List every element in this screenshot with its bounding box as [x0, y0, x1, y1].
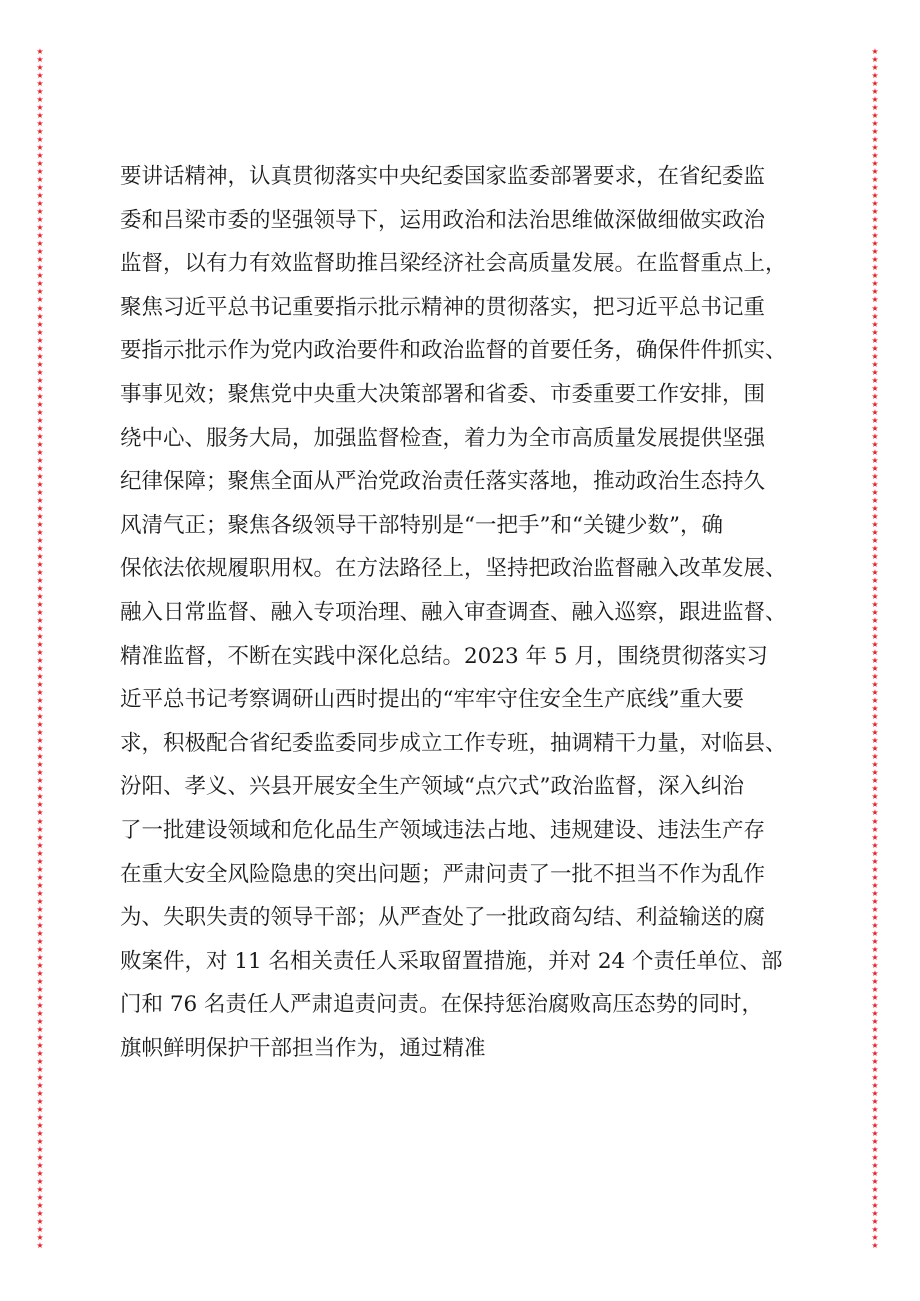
text-line: 门和 76 名责任人严肃追责问责。在保持惩治腐败高压态势的同时， — [120, 992, 764, 1018]
text-line: 融入日常监督、融入专项治理、融入审查调查、融入巡察，跟进监督、 — [120, 599, 787, 625]
text-line: 要指示批示作为党内政治要件和政治监督的首要任务，确保件件抓实、 — [120, 338, 787, 364]
left-star-border: ★ ★ ★ ★ ★ ★ ★ ★ ★ ★ ★ ★ ★ ★ ★ ★ ★ ★ ★ ★ ★ ★ ★ ★ ★ ★ ★ ★ ★ ★ ★ ★ ★ ★ ★ ★ ★ ★ ★ ★ ★ ★ ★ ★ ★ ★ ★ ★ ★ ★ ★ ★ ★ ★ ★ ★ ★ ★ ★ ★ ★ ★ ★ ★ ★ ★ ★ ★ ★ ★ ★ ★ ★ ★ ★ ★ ★ ★ ★ ★ ★ ★ ★ ★ ★ ★ ★ ★ ★ ★ ★ ★ ★ ★ ★ ★ ★ ★ ★ ★ ★ ★ ★ ★ ★ ★ ★ ★ ★ ★ ★ ★ ★ ★ ★ ★ ★ ★ ★ ★ ★ ★ ★ ★ ★ ★ ★ ★ ★ ★ ★ ★ ★ ★ ★ ★ ★ ★ ★ ★ ★ ★ ★ ★ ★ ★ ★ ★ ★ ★ — [36, 48, 44, 1251]
text-line: 近平总书记考察调研山西时提出的“牢牢守住安全生产底线”重大要 — [120, 687, 744, 713]
text-line: 监督，以有力有效监督助推吕梁经济社会高质量发展。在监督重点上， — [120, 251, 787, 277]
text-line: 败案件，对 11 名相关责任人采取留置措施，并对 24 个责任单位、部 — [120, 948, 783, 974]
text-line: 聚焦习近平总书记重要指示批示精神的贯彻落实，把习近平总书记重 — [120, 294, 766, 320]
text-line: 在重大安全风险隐患的突出问题；严肃问责了一批不担当不作为乱作 — [120, 861, 766, 887]
text-line: 为、失职失责的领导干部；从严查处了一批政商勾结、利益输送的腐 — [120, 905, 766, 931]
text-line: 保依法依规履职用权。在方法路径上，坚持把政治监督融入改革发展、 — [120, 556, 787, 582]
document-body — [120, 155, 832, 1061]
text-line: 精准监督，不断在实践中深化总结。2023 年 5 月，围绕贯彻落实习 — [120, 643, 768, 669]
text-line: 绕中心、服务大局，加强监督检查，着力为全市高质量发展提供坚强 — [120, 425, 766, 451]
text-line: 纪律保障；聚焦全面从严治党政治责任落实落地，推动政治生态持久 — [120, 469, 766, 495]
text-line: 委和吕梁市委的坚强领导下，运用政治和法治思维做深做细做实政治 — [120, 207, 766, 233]
right-star-border: ★ ★ ★ ★ ★ ★ ★ ★ ★ ★ ★ ★ ★ ★ ★ ★ ★ ★ ★ ★ ★ ★ ★ ★ ★ ★ ★ ★ ★ ★ ★ ★ ★ ★ ★ ★ ★ ★ ★ ★ ★ ★ ★ ★ ★ ★ ★ ★ ★ ★ ★ ★ ★ ★ ★ ★ ★ ★ ★ ★ ★ ★ ★ ★ ★ ★ ★ ★ ★ ★ ★ ★ ★ ★ ★ ★ ★ ★ ★ ★ ★ ★ ★ ★ ★ ★ ★ ★ ★ ★ ★ ★ ★ ★ ★ ★ ★ ★ ★ ★ ★ ★ ★ ★ ★ ★ ★ ★ ★ ★ ★ ★ ★ ★ ★ ★ ★ ★ ★ ★ ★ ★ ★ ★ ★ ★ ★ ★ ★ ★ ★ ★ ★ ★ ★ ★ ★ ★ ★ ★ ★ ★ ★ ★ ★ ★ ★ ★ ★ ★ — [871, 48, 879, 1251]
text-line: 了一批建设领域和危化品生产领域违法占地、违规建设、违法生产存 — [120, 817, 766, 843]
text-line: 风清气正；聚焦各级领导干部特别是“一把手”和“关键少数”，确 — [120, 512, 723, 538]
text-line: 求，积极配合省纪委监委同步成立工作专班，抽调精干力量，对临县、 — [120, 730, 787, 756]
text-line: 事事见效；聚焦党中央重大决策部署和省委、市委重要工作安排，围 — [120, 381, 766, 407]
text-line: 要讲话精神，认真贯彻落实中央纪委国家监委部署要求，在省纪委监 — [120, 164, 766, 189]
text-line: 汾阳、孝义、兴县开展安全生产领域“点穴式”政治监督，深入纠治 — [120, 774, 744, 800]
text-line: 旗帜鲜明保护干部担当作为，通过精准 — [120, 1035, 486, 1061]
